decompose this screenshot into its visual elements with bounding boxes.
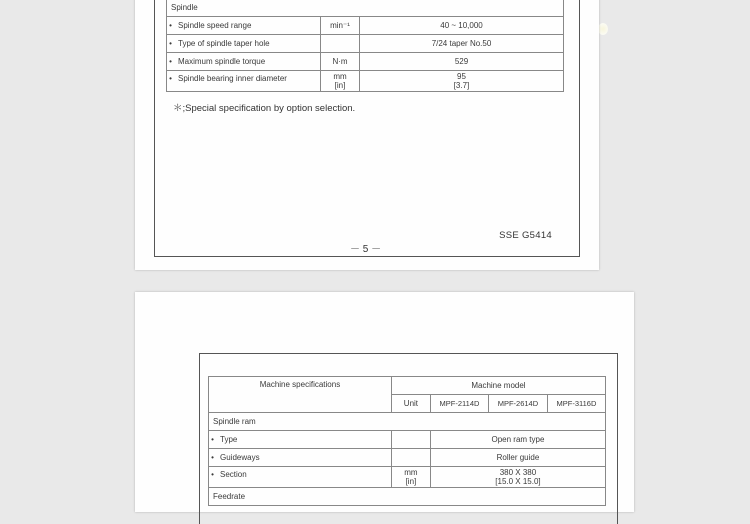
spec-value: Roller guide: [430, 449, 605, 467]
spec-unit: min⁻¹: [321, 17, 360, 35]
unit-line: [in]: [405, 477, 417, 486]
spec-name: Maximum spindle torque: [174, 53, 321, 71]
bullet: •: [167, 17, 175, 35]
spec-header: Machine specifications: [209, 377, 392, 413]
bullet: •: [209, 449, 217, 467]
paper-stain: [598, 23, 608, 35]
table-row: [167, 71, 564, 92]
unit-line: mm: [333, 72, 347, 81]
unit-header: Unit: [391, 395, 430, 413]
spec-value: [430, 467, 605, 488]
spec-unit: N·m: [321, 53, 360, 71]
spec-unit: [391, 431, 430, 449]
spec-unit: [321, 71, 360, 92]
section-row: [167, 0, 564, 17]
spec-name: Section: [216, 467, 391, 488]
value-line: [15.0 X 15.0]: [495, 477, 541, 486]
spec-name: Type of spindle taper hole: [174, 35, 321, 53]
spindle-spec-table: [166, 0, 564, 92]
value-line: 95: [457, 72, 466, 81]
section-title: Feedrate: [209, 488, 606, 506]
unit-line: [in]: [334, 81, 346, 90]
model-name: MPF-2614D: [489, 395, 548, 413]
header-row: [209, 377, 606, 395]
spec-unit: [321, 35, 360, 53]
spec-value: 529: [360, 53, 564, 71]
table-row: [209, 449, 606, 467]
spec-value: [360, 71, 564, 92]
unit-line: mm: [404, 468, 418, 477]
section-title: Spindle: [167, 0, 564, 17]
table-row: [167, 35, 564, 53]
spec-name: Guideways: [216, 449, 391, 467]
bullet: •: [209, 431, 217, 449]
spec-name: Spindle bearing inner diameter: [174, 71, 321, 92]
value-line: [3.7]: [453, 81, 470, 90]
spec-unit: [391, 449, 430, 467]
document-page-6: [135, 292, 634, 512]
table-row: [167, 53, 564, 71]
section-row: [209, 413, 606, 431]
spec-unit: [391, 467, 430, 488]
model-name: MPF-2114D: [430, 395, 488, 413]
spec-name: Spindle speed range: [174, 17, 321, 35]
model-name: MPF-3116D: [547, 395, 605, 413]
bullet: •: [167, 71, 175, 92]
section-row: [209, 488, 606, 506]
bullet: •: [209, 467, 217, 488]
machine-spec-table: [208, 376, 606, 506]
document-page-5: [135, 0, 599, 270]
table-row: [209, 431, 606, 449]
document-code: SSE G5414: [499, 230, 552, 241]
table-row: [167, 17, 564, 35]
section-title: Spindle ram: [209, 413, 606, 431]
model-header: Machine model: [391, 377, 605, 395]
bullet: •: [167, 53, 175, 71]
footnote: ＊;Special specification by option selection.: [173, 103, 356, 114]
page-number: － 5 －: [350, 244, 382, 255]
spec-value: Open ram type: [430, 431, 605, 449]
spec-name: Type: [216, 431, 391, 449]
spec-value: 7/24 taper No.50: [360, 35, 564, 53]
spec-value: 40 ~ 10,000: [360, 17, 564, 35]
table-row: [209, 467, 606, 488]
value-line: 380 X 380: [499, 468, 537, 477]
bullet: •: [167, 35, 175, 53]
